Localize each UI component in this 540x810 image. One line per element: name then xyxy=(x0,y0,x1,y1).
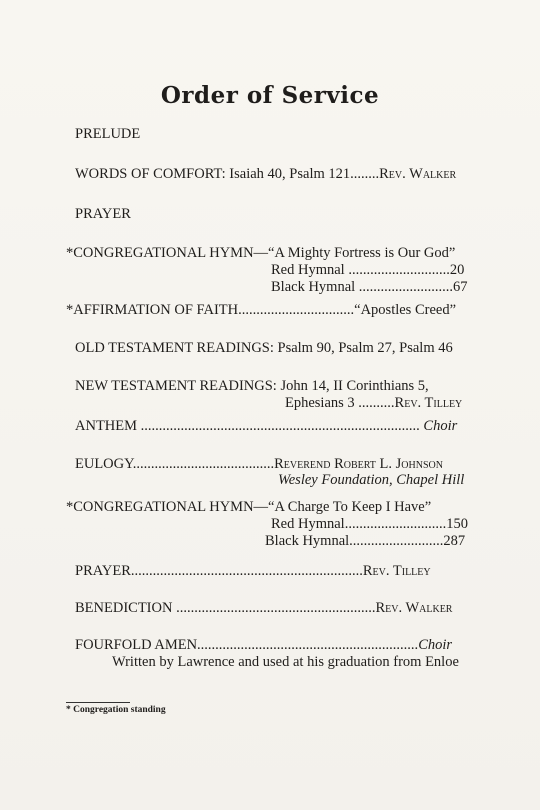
fourfold-amen-text: FOURFOLD AMEN............................................................. xyxy=(75,637,419,653)
affirmation-item: *AFFIRMATION OF FAITH................................“Apostles Creed” xyxy=(66,302,457,318)
hymn-1-title: *CONGREGATIONAL HYMN—“A Mighty Fortress is Our God” xyxy=(66,245,456,261)
benediction-leader: Rev. Walker xyxy=(375,600,453,616)
hymn-1-red: Red Hymnal ............................20 xyxy=(271,262,465,278)
anthem-choir: Choir xyxy=(423,418,458,434)
page-title: Order of Service xyxy=(160,82,380,109)
nt-readings-leader: Rev. Tilley xyxy=(394,395,463,411)
prayer-2-text: PRAYER................................................................ xyxy=(75,563,363,579)
fourfold-amen-choir: Choir xyxy=(418,637,453,653)
eulogy-item xyxy=(75,456,443,473)
prelude-item: PRELUDE xyxy=(75,126,141,142)
nt-readings-cont xyxy=(285,395,462,412)
words-of-comfort-leader: Rev. Walker xyxy=(379,166,457,182)
anthem-text: ANTHEM ............................................................................. xyxy=(75,418,420,434)
prayer-item: PRAYER xyxy=(75,206,131,222)
hymn-2-red: Red Hymnal............................150 xyxy=(271,516,468,532)
fourfold-amen-item xyxy=(75,637,452,654)
eulogy-speaker: Reverend Robert L. Johnson xyxy=(274,456,443,472)
words-of-comfort-text: WORDS OF COMFORT: Isaiah 40, Psalm 121........ xyxy=(75,166,380,182)
ot-readings-item: OLD TESTAMENT READINGS: Psalm 90, Psalm 27, Psalm 46 xyxy=(75,340,453,356)
benediction-item xyxy=(75,600,452,617)
nt-readings-item: NEW TESTAMENT READINGS: John 14, II Corinthians 5, xyxy=(75,378,429,394)
eulogy-text: EULOGY....................................... xyxy=(75,456,275,472)
anthem-item xyxy=(75,418,457,435)
prayer-2-item xyxy=(75,563,431,580)
hymn-2-black: Black Hymnal..........................287 xyxy=(265,533,466,549)
prayer-2-leader: Rev. Tilley xyxy=(362,563,431,579)
footnote-divider xyxy=(66,702,130,703)
hymn-2-title: *CONGREGATIONAL HYMN—“A Charge To Keep I Have” xyxy=(66,499,432,515)
hymn-1-black: Black Hymnal ..........................67 xyxy=(271,279,468,295)
words-of-comfort-item xyxy=(75,166,456,183)
fourfold-amen-note: Written by Lawrence and used at his graduation from Enloe xyxy=(112,654,459,670)
footnote: * Congregation standing xyxy=(66,705,166,715)
nt-readings-cont-text: Ephesians 3 .......... xyxy=(285,395,395,411)
eulogy-affiliation: Wesley Foundation, Chapel Hill xyxy=(278,472,465,488)
benediction-text: BENEDICTION ....................................................... xyxy=(75,600,376,616)
